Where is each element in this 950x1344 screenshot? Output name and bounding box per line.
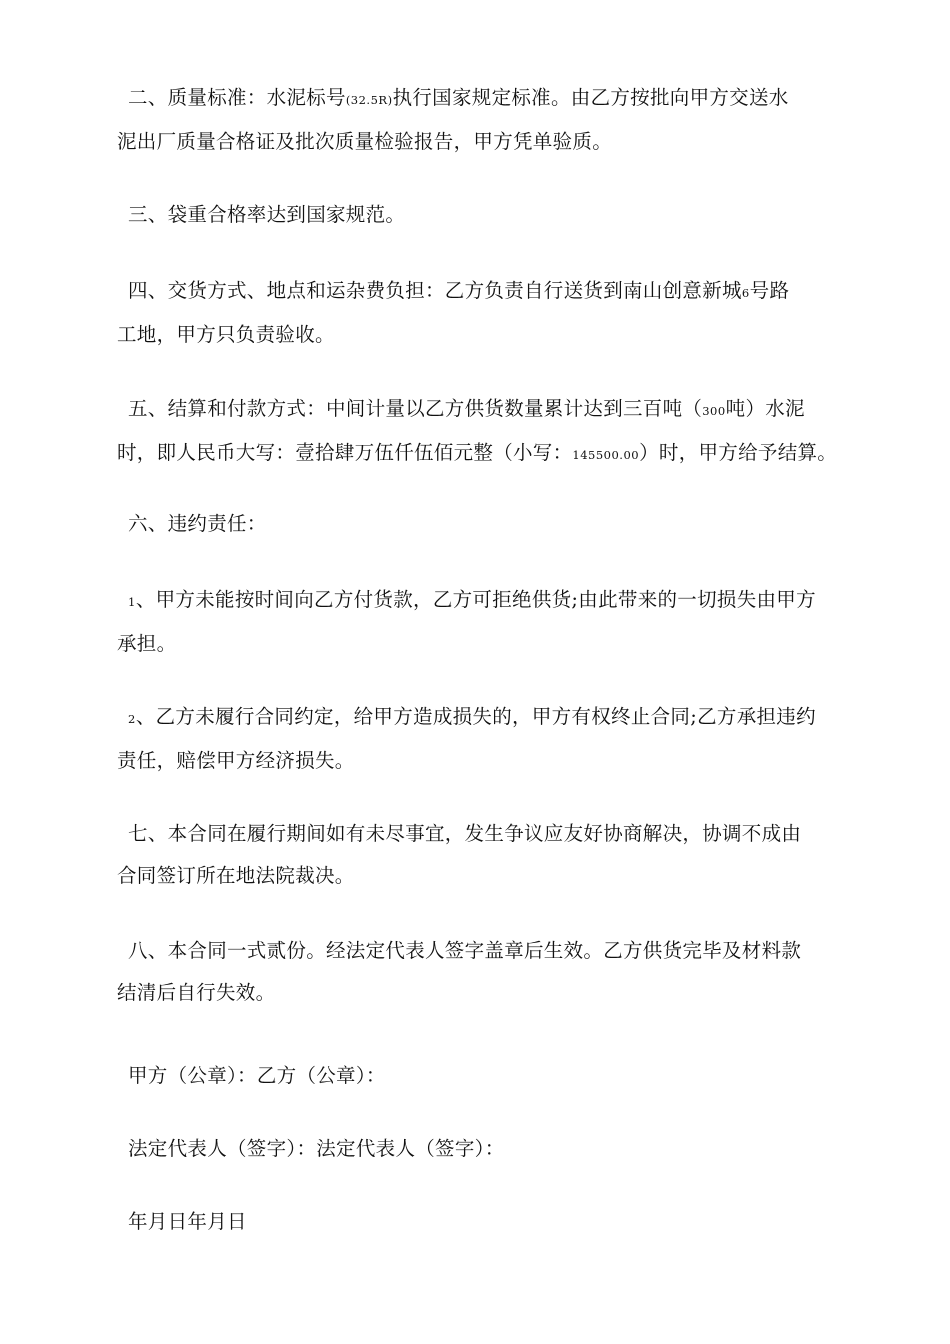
clause-quality-line-1: 二、质量标准：水泥标号(32.5R)执行国家规定标准。由乙方按批向甲方交送水 bbox=[128, 86, 789, 109]
clause-liability-item-2 bbox=[117, 696, 839, 782]
clause-liability-item-1-line-1: 1、甲方未能按时间向乙方付货款，乙方可拒绝供货;由此带来的一切损失由甲方 bbox=[128, 588, 816, 611]
clause-quality-line-2: 泥出厂质量合格证及批次质量检验报告，甲方凭单验质。 bbox=[117, 130, 613, 153]
clause-delivery bbox=[117, 270, 839, 356]
clause-quality-standard bbox=[117, 77, 839, 163]
clause-validity bbox=[117, 930, 839, 1014]
clause-liability-item-1-line-2: 承担。 bbox=[117, 632, 177, 655]
clause-dispute-line-2: 合同签订所在地法院裁决。 bbox=[117, 864, 355, 887]
clause-delivery-line-2: 工地，甲方只负责验收。 bbox=[117, 323, 335, 346]
clause-dispute-line-1: 七、本合同在履行期间如有未尽事宜，发生争议应友好协商解决，协调不成由 bbox=[128, 822, 802, 845]
clause-validity-line-1: 八、本合同一式贰份。经法定代表人签字盖章后生效。乙方供货完毕及材料款 bbox=[128, 939, 802, 962]
clause-delivery-line-1: 四、交货方式、地点和运杂费负担：乙方负责自行送货到南山创意新城6号路 bbox=[128, 279, 790, 302]
clause-dispute bbox=[117, 813, 839, 897]
clause-liability-item-2-line-1: 2、乙方未履行合同约定，给甲方造成损失的，甲方有权终止合同;乙方承担违约 bbox=[128, 705, 816, 728]
clause-settlement bbox=[117, 388, 839, 476]
signature-representative-line: 法定代表人（签字）：法定代表人（签字）： bbox=[128, 1137, 505, 1160]
clause-liability-heading: 六、违约责任： bbox=[128, 512, 267, 535]
signature-party-line: 甲方（公章）：乙方（公章）： bbox=[128, 1064, 386, 1087]
clause-settlement-line-2: 时，即人民币大写：壹拾肆万伍仟伍佰元整（小写：145500.00）时，甲方给予结算。 bbox=[117, 441, 838, 464]
clause-liability-item-1 bbox=[117, 579, 839, 665]
clause-bag-weight: 三、袋重合格率达到国家规范。 bbox=[128, 203, 406, 226]
clause-liability-item-2-line-2: 责任，赔偿甲方经济损失。 bbox=[117, 749, 355, 772]
clause-validity-line-2: 结清后自行失效。 bbox=[117, 981, 276, 1004]
clause-settlement-line-1: 五、结算和付款方式：中间计量以乙方供货数量累计达到三百吨（300吨）水泥 bbox=[128, 397, 805, 420]
signature-date-line: 年月日年月日 bbox=[128, 1210, 247, 1233]
